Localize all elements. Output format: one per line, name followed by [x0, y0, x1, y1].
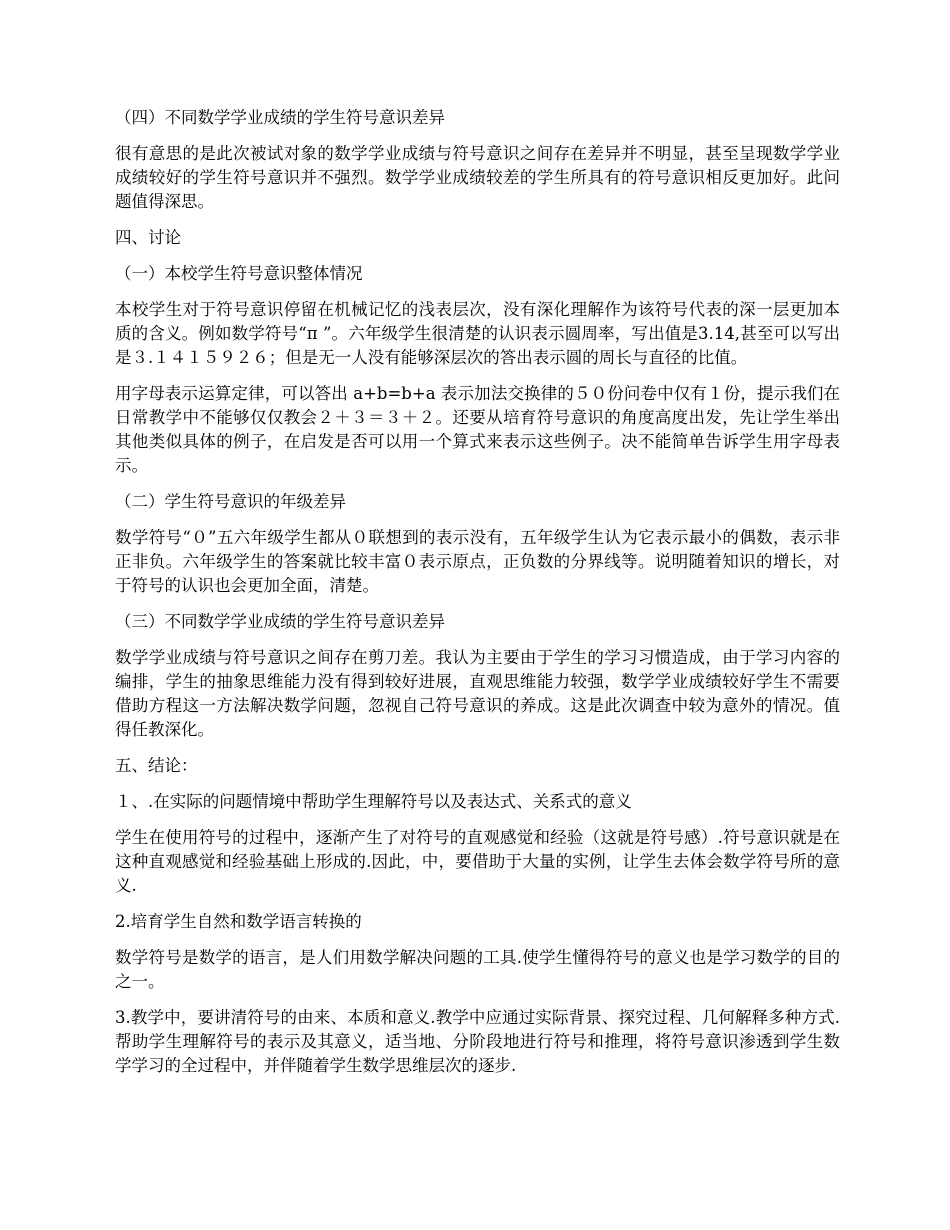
- paragraph: 数学符号是数学的语言，是人们用数学解决问题的工具.使学生懂得符号的意义也是学习数学的目的之一。: [115, 948, 840, 991]
- paragraph: 本校学生对于符号意识停留在机械记忆的浅表层次，没有深化理解作为该符号代表的深一层更加本质的含义。例如数学符号“π ”。六年级学生很清楚的认识表示圆周率，写出值是3.14,甚至可以写出是３.１４１５９２６；但是无一人没有能够深层次的答出表示圆的周长与直径的比值。: [115, 300, 840, 367]
- section-heading: （二）学生符号意识的年级差异: [115, 492, 346, 511]
- section-heading: 四、讨论: [115, 228, 181, 247]
- paragraph: 3.教学中，要讲清符号的由来、本质和意义.教学中应通过实际背景、探究过程、几何解释多种方式.帮助学生理解符号的表示及其意义，适当地、分阶段地进行符号和推理，将符号意识渗透到学生数学学习的全过程中，并伴随着学生数学思维层次的逐步.: [115, 1008, 840, 1075]
- section-heading: （三）不同数学学业成绩的学生符号意识差异: [115, 612, 445, 631]
- section-heading: １、.在实际的问题情境中帮助学生理解符号以及表达式、关系式的意义: [115, 792, 632, 811]
- paragraph: 学生在使用符号的过程中，逐渐产生了对符号的直观感觉和经验（这就是符号感）.符号意识就是在这种直观感觉和经验基础上形成的.因此，中，要借助于大量的实例，让学生去体会数学符号所的意义.: [115, 828, 840, 895]
- paragraph: 数学符号“０”五六年级学生都从０联想到的表示没有，五年级学生认为它表示最小的偶数，表示非正非负。六年级学生的答案就比较丰富０表示原点，正负数的分界线等。说明随着知识的增长，对于符号的认识也会更加全面，清楚。: [115, 528, 840, 595]
- section-heading: （一）本校学生符号意识整体情况: [115, 264, 363, 283]
- paragraph: 用字母表示运算定律，可以答出 a+b=b+a 表示加法交换律的５０份问卷中仅有１份，提示我们在日常教学中不能够仅仅教会２＋３＝３＋２。还要从培育符号意识的角度高度出发，先让学生举出其他类似具体的例子，在启发是否可以用一个算式来表示这些例子。决不能简单告诉学生用字母表示。: [115, 384, 840, 475]
- section-heading: 2.培育学生自然和数学语言转换的: [115, 912, 362, 931]
- document-page: [115, 106, 840, 1090]
- paragraph: 很有意思的是此次被试对象的数学学业成绩与符号意识之间存在差异并不明显，甚至呈现数学学业成绩较好的学生符号意识并不强烈。数学学业成绩较差的学生所具有的符号意识相反更加好。此问题值得深思。: [115, 144, 840, 211]
- paragraph: 数学学业成绩与符号意识之间存在剪刀差。我认为主要由于学生的学习习惯造成，由于学习内容的编排，学生的抽象思维能力没有得到较好进展，直观思维能力较强，数学学业成绩较好学生不需要借助方程这一方法解决数学问题，忽视自己符号意识的养成。这是此次调查中较为意外的情况。值得任教深化。: [115, 648, 840, 739]
- section-heading: 五、结论：: [115, 756, 198, 775]
- section-heading: （四）不同数学学业成绩的学生符号意识差异: [115, 108, 445, 127]
